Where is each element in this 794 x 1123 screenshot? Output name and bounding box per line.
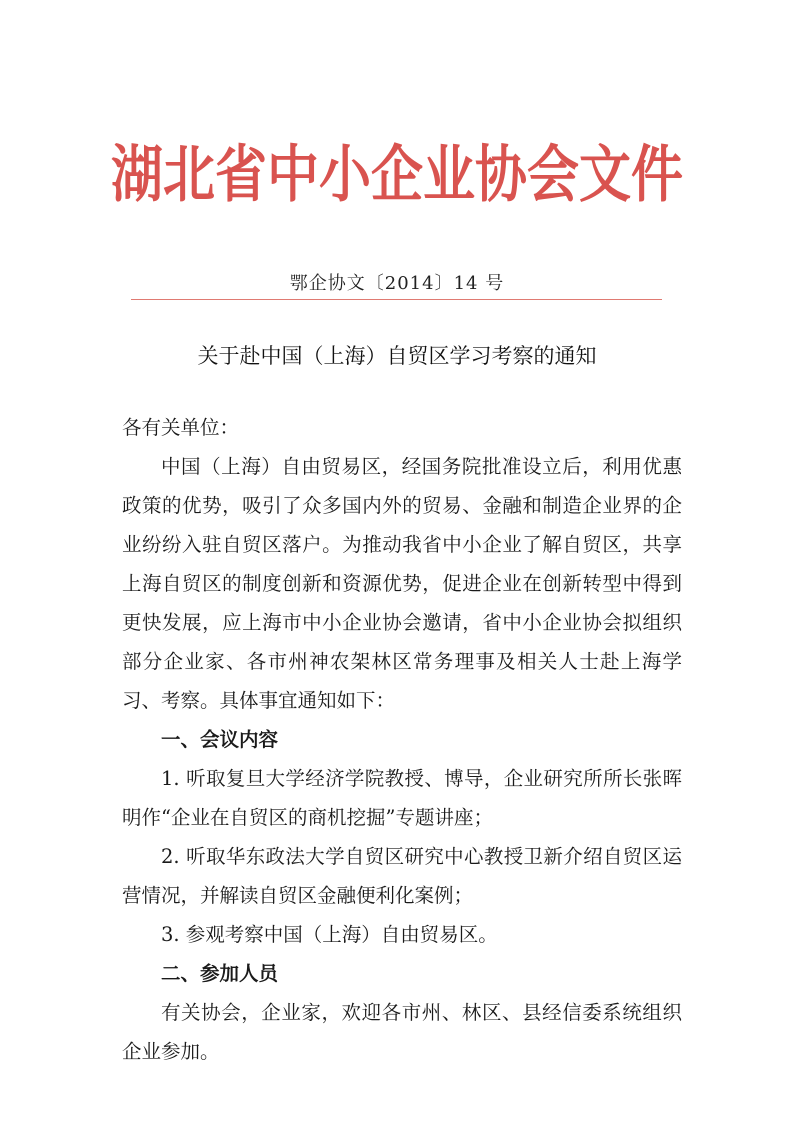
- section-heading-participants: 二、参加人员: [161, 962, 279, 985]
- salutation: 各有关单位：: [122, 416, 240, 439]
- list-item: 2. 听取华东政法大学自贸区研究中心教授卫新介绍自贸区运营情况，并解读自贸区金融便利化案例；: [122, 845, 682, 907]
- list-item: 3. 参观考察中国（上海）自由贸易区。: [161, 923, 498, 946]
- document-body: [122, 408, 682, 1071]
- list-item: 1. 听取复旦大学经济学院教授、博导，企业研究所所长张晖明作“企业在自贸区的商机挖掘”专题讲座；: [122, 767, 682, 829]
- section-heading-meeting-content: 一、会议内容: [161, 728, 279, 751]
- intro-paragraph: 中国（上海）自由贸易区，经国务院批准设立后，利用优惠政策的优势，吸引了众多国内外的贸易、金融和制造企业界的企业纷纷入驻自贸区落户。为推动我省中小企业了解自贸区，共享上海自贸区的制度创新和资源优势，促进企业在创新转型中得到更快发展，应上海市中小企业协会邀请，省中小企业协会拟组织部分企业家、各市州神农架林区常务理事及相关人士赴上海学习、考察。具体事宜通知如下：: [122, 455, 682, 712]
- document-number: 鄂企协文〔2014〕14 号: [289, 273, 505, 294]
- header-divider: [131, 299, 662, 300]
- participants-paragraph: 有关协会，企业家，欢迎各市州、林区、县经信委系统组织企业参加。: [122, 1001, 682, 1063]
- notice-title: 关于赴中国（上海）自贸区学习考察的通知: [197, 344, 597, 368]
- document-header-title: 湖北省中小企业协会文件: [110, 138, 683, 211]
